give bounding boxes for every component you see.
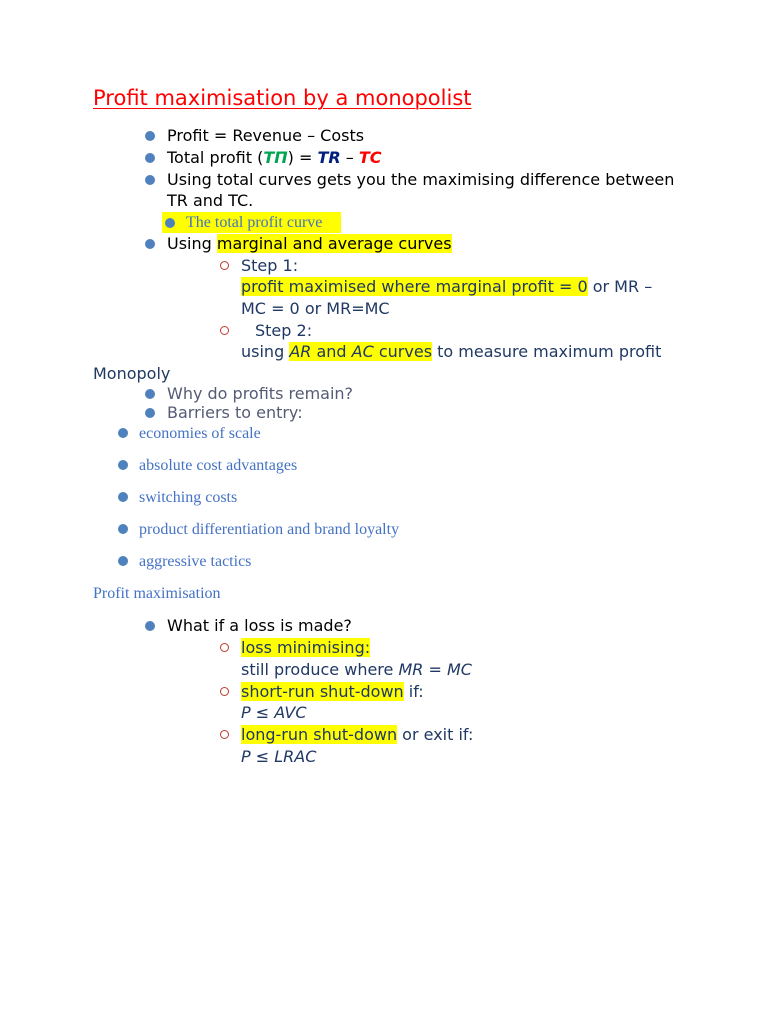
- barrier-item: product differentiation and brand loyalty: [139, 521, 400, 538]
- loss-min-detail: [241, 660, 472, 680]
- total-profit-mid: ) =: [287, 148, 318, 167]
- short-run-condition: P ≤ AVC: [241, 703, 307, 722]
- bullet-dot: [118, 492, 128, 502]
- profit-max-heading: Profit maximisation: [93, 585, 221, 602]
- step1-line2: MC = 0 or MR=MC: [241, 299, 390, 318]
- tc-symbol: TC: [358, 148, 382, 167]
- bullet-ring: [220, 261, 229, 270]
- monopoly-heading: Monopoly: [93, 364, 171, 383]
- tr-symbol: TR: [317, 148, 341, 167]
- step1-rest: or MR –: [587, 277, 653, 296]
- bullet-dot: [118, 556, 128, 566]
- short-run-label: short-run shut-down: [241, 682, 404, 701]
- bullet-dot: [145, 175, 155, 185]
- using-marginal-average: [167, 234, 452, 254]
- step1-highlight: profit maximised where marginal profit = 0: [241, 277, 588, 296]
- long-run-rest: or exit if:: [397, 725, 474, 744]
- profit-equation: Profit = Revenue – Costs: [167, 126, 365, 145]
- minus-sign: –: [340, 148, 359, 167]
- step2-prefix: using: [241, 342, 290, 361]
- bullet-ring: [220, 687, 229, 696]
- total-curves-line2: TR and TC.: [167, 191, 254, 210]
- step2-ac: AC: [351, 342, 374, 361]
- short-run-rest: if:: [403, 682, 424, 701]
- step1-text: [241, 277, 652, 297]
- loss-min-prefix: still produce where: [241, 660, 399, 679]
- bullet-dot: [145, 239, 155, 249]
- total-profit-equation: [167, 148, 382, 168]
- total-profit-prefix: Total profit (: [167, 148, 264, 167]
- using-highlight: marginal and average curves: [216, 234, 452, 253]
- step2-text: [241, 342, 661, 362]
- page-title: Profit maximisation by a monopolist: [93, 86, 472, 110]
- loss-min-eq: MR = MC: [398, 660, 472, 679]
- bullet-dot: [145, 408, 155, 418]
- total-curves-line1: Using total curves gets you the maximising difference between: [167, 170, 675, 189]
- loss-min-label: loss minimising:: [241, 638, 371, 657]
- using-prefix: Using: [167, 234, 217, 253]
- step2-rest: to measure maximum profit: [432, 342, 662, 361]
- loss-question: What if a loss is made?: [167, 616, 352, 635]
- bullet-dot: [145, 389, 155, 399]
- bullet-dot: [165, 218, 175, 228]
- bullet-dot: [118, 428, 128, 438]
- bullet-dot: [118, 524, 128, 534]
- long-run-label: long-run shut-down: [241, 725, 398, 744]
- why-profits-remain: Why do profits remain?: [167, 384, 354, 403]
- barrier-item: switching costs: [139, 489, 238, 506]
- bullet-ring: [220, 730, 229, 739]
- barrier-item: aggressive tactics: [139, 553, 252, 570]
- step1-label: Step 1:: [241, 256, 299, 275]
- bullet-dot: [145, 131, 155, 141]
- step2-ar: AR: [289, 342, 312, 361]
- long-run-shutdown: [241, 725, 473, 745]
- pi-symbol: TΠ: [263, 148, 288, 167]
- barrier-item: economies of scale: [139, 425, 261, 442]
- barriers-to-entry: Barriers to entry:: [167, 403, 303, 422]
- short-run-shutdown: [241, 682, 424, 702]
- long-run-condition: P ≤ LRAC: [241, 747, 317, 766]
- step2-label: Step 2:: [255, 321, 313, 340]
- bullet-dot: [145, 621, 155, 631]
- step2-curves: curves: [373, 342, 433, 361]
- bullet-ring: [220, 326, 229, 335]
- bullet-dot: [145, 153, 155, 163]
- bullet-ring: [220, 643, 229, 652]
- step2-and: and: [311, 342, 352, 361]
- barrier-item: absolute cost advantages: [139, 457, 298, 474]
- bullet-dot: [118, 460, 128, 470]
- loss-minimising: [241, 638, 370, 658]
- total-profit-curve: The total profit curve: [186, 214, 323, 231]
